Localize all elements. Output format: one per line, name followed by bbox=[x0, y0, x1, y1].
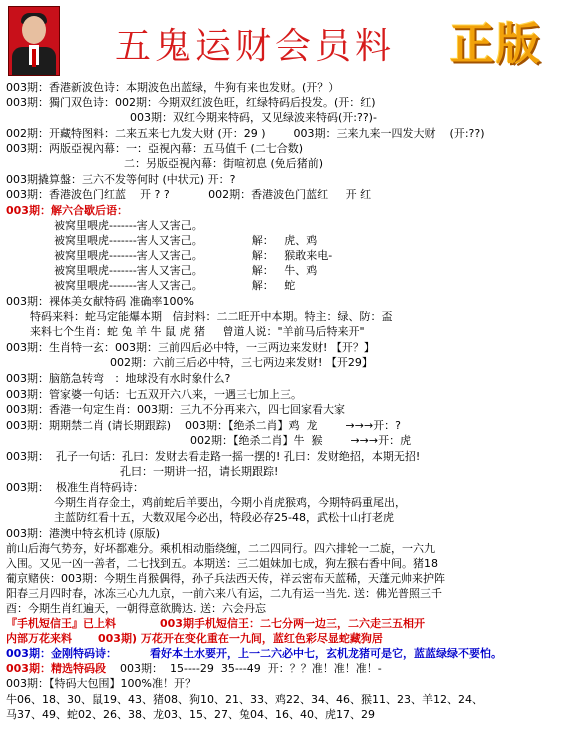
text-line: 003期：港澳中特玄机诗 (原版) bbox=[6, 527, 161, 540]
text-line: 003期：双红今期来特码，又见绿波来特码(开:??)- bbox=[130, 111, 377, 124]
text-line: 002期：【绝杀二肖】牛 猴 →→→开：虎 bbox=[190, 434, 412, 447]
text-line: 被窝里喂虎-------害人又害己。 解： 蛇 bbox=[54, 279, 296, 292]
text-line: 003期：【特码大包围】100%准！开？ bbox=[6, 677, 196, 690]
text-line: 002期：开藏特图料：二来五来七九发大财 (开：29 ) 003期：三来九来一四发大财 (开:??) bbox=[6, 127, 485, 140]
text-line: 二：另版亞視內幕：街喧初息 (免后猪前) bbox=[124, 157, 324, 170]
text-line: 003期) 万花开在变化重在一九间，蓝红色彩尽显蛇藏狗居 bbox=[98, 632, 383, 645]
header bbox=[0, 0, 576, 82]
text-line: 003期：解六合歇后语： bbox=[6, 204, 128, 217]
text-line: 003期：金刚特码诗： bbox=[6, 647, 117, 660]
text-line: 马37、49、蛇02、26、38、龙03、15、27、兔04、16、40、虎17、29 bbox=[6, 708, 375, 721]
text-line: 葡京赌侠：003期：今期生肖猴偶得，孙子兵法西天传，祥云密布天蓝稀，天蓬元帅来护阵 bbox=[6, 572, 445, 585]
text-line: 被窝里喂虎-------害人又害己。 bbox=[54, 219, 203, 232]
text-line: 看好本土水要开，上一二六必中七，玄机龙猪可是它，蓝蓝绿绿不要怕。 bbox=[150, 647, 502, 660]
text-line: 003期： 15----29 35---49 开：？？准！准！准！- bbox=[120, 662, 382, 675]
text-line: 003期： 孔子一句话：孔曰：发财去看走路一摇一摆的! 孔曰：发财绝招，本期无招! bbox=[6, 450, 421, 463]
text-line: 特码来料：蛇马定能爆本期 信封料：二二旺开中本期。特主：绿、防：盃 bbox=[30, 310, 393, 323]
text-line: 003期：脑筋急转弯 ：地球没有水时象什么? bbox=[6, 372, 231, 385]
text-line: 003期：香港波色门红蓝 开 ? ? 002期：香港波色门蓝红 开 红 bbox=[6, 188, 372, 201]
text-line: 内部万花来料 bbox=[6, 632, 72, 645]
text-line: 来料七个生肖：蛇 兔 羊 牛 鼠 虎 猪 曾道人说："羊前马后特来开" bbox=[30, 325, 365, 338]
text-line: 002期：六前三后必中特，三七两边来发财! 【开29】 bbox=[110, 356, 373, 369]
text-line: 被窝里喂虎-------害人又害己。 解： 猴敢来电- bbox=[54, 249, 333, 262]
text-line: 003期：精选特码段 bbox=[6, 662, 106, 675]
text-line: 003期：生肖特一玄：003期：三前四后必中特，一三两边来发财! 【开？】 bbox=[6, 341, 375, 354]
text-line: 孔曰：一期讲一招，请长期跟踪! bbox=[120, 465, 279, 478]
text-line: 003期手机短信王：二七分两一边三，二六走三五相开 bbox=[160, 617, 425, 630]
text-line: 『手机短信王』已上料 bbox=[6, 617, 116, 630]
text-line: 003期：裸体美女献特码 准确率100% bbox=[6, 295, 194, 308]
text-line: 主蓝防红看十五，大数双尾今必出，特段必存25-48，武松十山打老虎 bbox=[54, 511, 394, 524]
text-line: 酉：今期生肖红遍天，一朝得意欲腾达. 送：六会丹忘 bbox=[6, 602, 266, 615]
avatar bbox=[8, 6, 60, 76]
page-title: 五鬼运财会员料 bbox=[115, 26, 396, 67]
text-line: 被窝里喂虎-------害人又害己。 解： 牛、鸡 bbox=[54, 264, 318, 277]
text-line: 003期：香港一句定生肖：003期：三九不分再来六，四七回家看大家 bbox=[6, 403, 345, 416]
text-line: 003期：期期禁二肖 (请长期跟踪) 003期：【绝杀二肖】鸡 龙 →→→开：? bbox=[6, 419, 402, 432]
text-line: 003期： 极准生肖特码诗： bbox=[6, 481, 144, 494]
avatar-face bbox=[22, 16, 46, 44]
text-line: 今期生肖存金土，鸡前蛇后羊要出，今期小肖虎猴鸡，今期特码重尾出， bbox=[54, 496, 406, 509]
text-line: 003期：管家婆一句话：七五双开六八来，一遇三七加上三。 bbox=[6, 388, 302, 401]
avatar-tie bbox=[32, 49, 36, 67]
text-line: 阳春三月四时春，冰冻三心九九京，一前六来八有运，二九有运一当先. 送：佛光普照三千 bbox=[6, 587, 442, 600]
text-line: 牛06、18、30、鼠19、43、猪08、狗10、21、33、鸡22、34、46、猴11、23、羊12、24、 bbox=[6, 693, 483, 706]
text-line: 003期撬算盤：三六不发等何时 (中状元) 开：? bbox=[6, 173, 236, 186]
text-line: 入围。又见一凶一善者，二七找到五。本期送：三二姐妹加七成，狗左猴右香中间。猪18 bbox=[6, 557, 438, 570]
text-line: 被窝里喂虎-------害人又害己。 解： 虎、鸡 bbox=[54, 234, 318, 247]
authentic-badge: 正版 bbox=[450, 19, 542, 70]
text-line: 003期：香港新波色诗：本期波色出蓝绿，牛狗有来也发财。(开？） bbox=[6, 81, 340, 94]
text-line: 003期：两版亞視內幕：一：亞視內幕：五马值千 (二七合数) bbox=[6, 142, 304, 155]
text-line: 前山后海气势夯，好坏都难分。乘机相动脂绕缠，二二四同行。四六排轮一二旋，一六九 bbox=[6, 542, 435, 555]
text-line: 003期：獨门双色诗：002期：今期双红波色旺，红绿特码后投发。(开：红) bbox=[6, 96, 376, 109]
